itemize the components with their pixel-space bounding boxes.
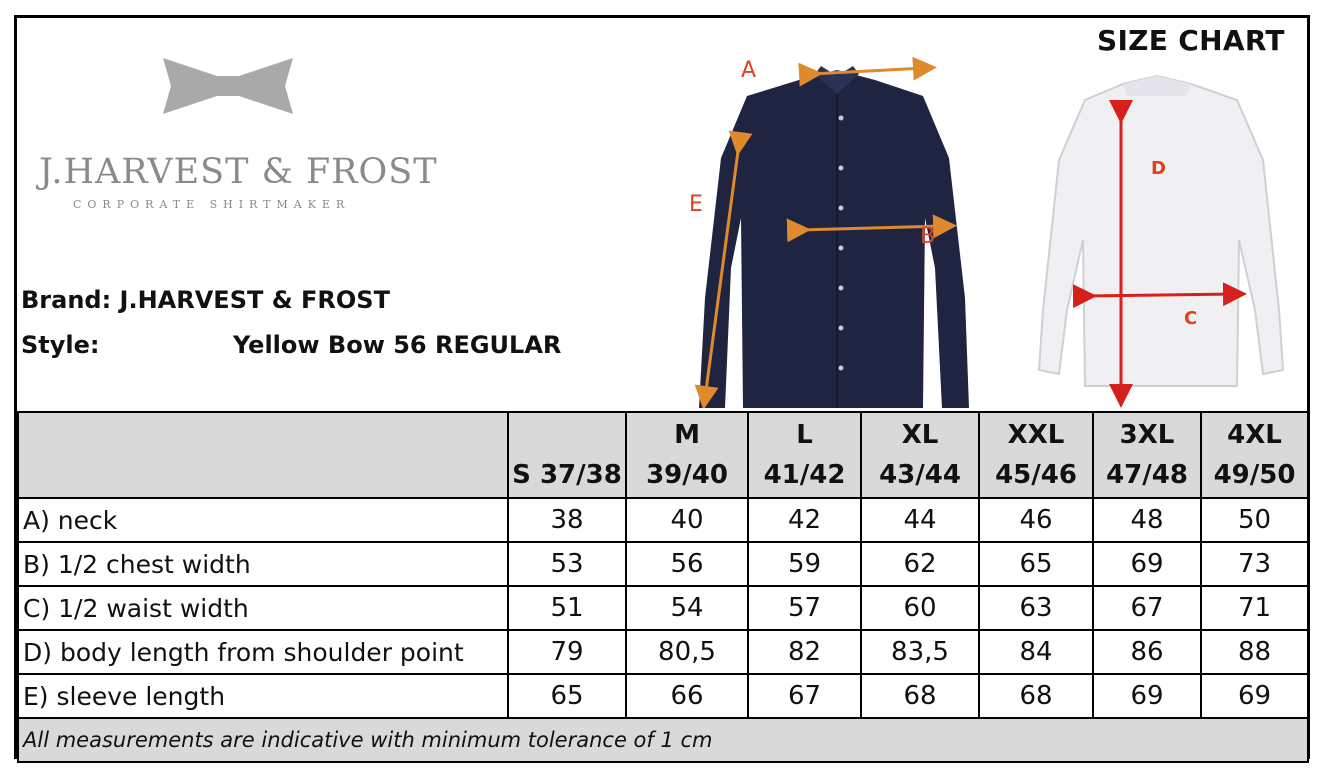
- table-header-row: [18, 412, 1308, 498]
- row-label: A) neck: [18, 498, 508, 542]
- brand-logo: [39, 54, 438, 214]
- label-c: C: [1184, 308, 1198, 329]
- style-row: [21, 331, 562, 359]
- footnote-row: [18, 718, 1308, 762]
- label-d: D: [1151, 158, 1166, 179]
- table-cell: 65: [508, 674, 626, 718]
- table-cell: 80,5: [626, 630, 748, 674]
- brand-label: Brand:: [21, 286, 112, 314]
- size-table: [17, 411, 1309, 763]
- header-size-l: L 41/42: [748, 412, 861, 498]
- row-label: E) sleeve length: [18, 674, 508, 718]
- table-cell: 51: [508, 586, 626, 630]
- header-size-3xl: 3XL 47/48: [1093, 412, 1201, 498]
- label-b: B: [920, 224, 936, 249]
- header-size-xl: XL 43/44: [861, 412, 979, 498]
- table-cell: 67: [1093, 586, 1201, 630]
- label-e: E: [689, 192, 703, 217]
- row-label: B) 1/2 chest width: [18, 542, 508, 586]
- table-cell: 79: [508, 630, 626, 674]
- page-title: SIZE CHART: [1097, 24, 1285, 57]
- table-cell: 60: [861, 586, 979, 630]
- table-cell: 82: [748, 630, 861, 674]
- logo-tagline: CORPORATE SHIRTMAKER: [73, 198, 351, 211]
- table-row: [18, 630, 1308, 674]
- bow-tie-icon: [163, 54, 293, 118]
- white-shirt-shape: [1039, 76, 1283, 386]
- logo-wordmark: J.HARVEST & FROST: [39, 152, 438, 192]
- style-value: Yellow Bow 56 REGULAR: [233, 331, 562, 359]
- table-cell: 54: [626, 586, 748, 630]
- table-row: [18, 542, 1308, 586]
- table-cell: 68: [861, 674, 979, 718]
- table-cell: 73: [1201, 542, 1308, 586]
- table-row: [18, 498, 1308, 542]
- table-cell: 42: [748, 498, 861, 542]
- row-label: C) 1/2 waist width: [18, 586, 508, 630]
- table-cell: 65: [979, 542, 1093, 586]
- table-cell: 71: [1201, 586, 1308, 630]
- table-row: [18, 586, 1308, 630]
- table-cell: 84: [979, 630, 1093, 674]
- table-cell: 38: [508, 498, 626, 542]
- style-label: Style:: [21, 331, 100, 359]
- row-label: D) body length from shoulder point: [18, 630, 508, 674]
- table-cell: 68: [979, 674, 1093, 718]
- arrow-c: [1085, 294, 1235, 296]
- table-cell: 63: [979, 586, 1093, 630]
- table-cell: 57: [748, 586, 861, 630]
- table-cell: 67: [748, 674, 861, 718]
- table-cell: 88: [1201, 630, 1308, 674]
- table-cell: 50: [1201, 498, 1308, 542]
- footnote: All measurements are indicative with minimum tolerance of 1 cm: [18, 718, 1308, 762]
- shirt-back-diagram: [1027, 70, 1297, 410]
- label-a: A: [741, 58, 757, 83]
- table-cell: 53: [508, 542, 626, 586]
- table-cell: 69: [1093, 542, 1201, 586]
- table-cell: 86: [1093, 630, 1201, 674]
- size-chart-frame: [14, 15, 1310, 759]
- table-row: [18, 674, 1308, 718]
- table-cell: 46: [979, 498, 1093, 542]
- header-size-4xl: 4XL 49/50: [1201, 412, 1308, 498]
- table-cell: 59: [748, 542, 861, 586]
- table-cell: 62: [861, 542, 979, 586]
- table-cell: 56: [626, 542, 748, 586]
- table-cell: 83,5: [861, 630, 979, 674]
- header-blank-cell: [18, 412, 508, 498]
- table-cell: 66: [626, 674, 748, 718]
- table-cell: 48: [1093, 498, 1201, 542]
- brand-row: [21, 286, 390, 314]
- header-size-xxl: XXL 45/46: [979, 412, 1093, 498]
- header-size-s: S 37/38: [508, 412, 626, 498]
- brand-value: J.HARVEST & FROST: [119, 286, 390, 314]
- table-cell: 69: [1201, 674, 1308, 718]
- table-cell: 69: [1093, 674, 1201, 718]
- header-size-m: M 39/40: [626, 412, 748, 498]
- table-cell: 44: [861, 498, 979, 542]
- table-cell: 40: [626, 498, 748, 542]
